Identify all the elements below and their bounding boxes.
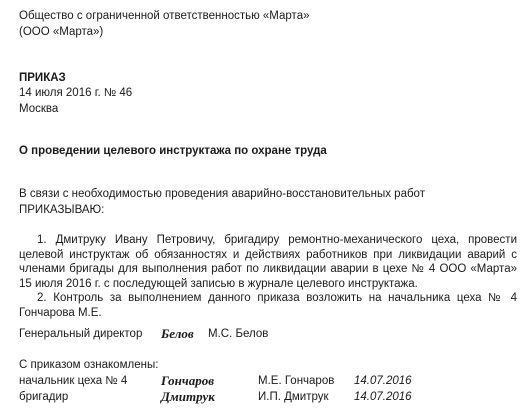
order-word: ПРИКАЗЫВАЮ: [19, 204, 105, 216]
order-preamble: В связи с необходимостью проведения аварийно-восстановительных работ [19, 188, 425, 200]
org-short-name: (ООО «Марта») [19, 26, 104, 38]
acq-row-2-date: 14.07.2016 [354, 391, 412, 403]
acq-row-1-position: начальник цеха № 4 [19, 375, 128, 387]
order-item-1: 1. Дмитруку Ивану Петровичу, бригадиру ремонтно-механического цеха, провести целевой инструктаж об обязанностях и действиях работников при ликвидации аварий с членами бригады для выполнения работ по ликвидации аварии в цехе № 4 ООО «Марта» 15 июля 2016 г. с последующей записью в журнале целевого инструктажа. [19, 234, 517, 290]
signature-name: М.С. Белов [208, 328, 269, 340]
acquaintance-heading: С приказом ознакомлены: [19, 359, 159, 371]
acq-row-1-date: 14.07.2016 [354, 375, 412, 387]
order-heading: ПРИКАЗ [19, 72, 66, 84]
acq-row-2-name: И.П. Дмитрук [258, 391, 329, 403]
signature-handwritten: Белов [161, 326, 194, 341]
signature-position: Генеральный директор [19, 328, 143, 340]
org-full-name: Общество с ограниченной ответственностью «Марта» [19, 10, 310, 22]
acq-row-2-position: бригадир [19, 391, 69, 403]
order-subject: О проведении целевого инструктажа по охране труда [19, 145, 327, 157]
acq-row-2-sign: Дмитрук [161, 389, 215, 404]
order-item-2: 2. Контроль за выполнением данного приказа возложить на начальника цеха № 4 Гончарова М.Е. [19, 292, 517, 319]
order-items [19, 233, 517, 320]
acq-row-1-name: М.Е. Гончаров [258, 375, 335, 387]
order-date-number: 14 июля 2016 г. № 46 [19, 87, 133, 99]
acq-row-1-sign: Гончаров [161, 373, 215, 388]
order-city: Москва [19, 103, 59, 115]
